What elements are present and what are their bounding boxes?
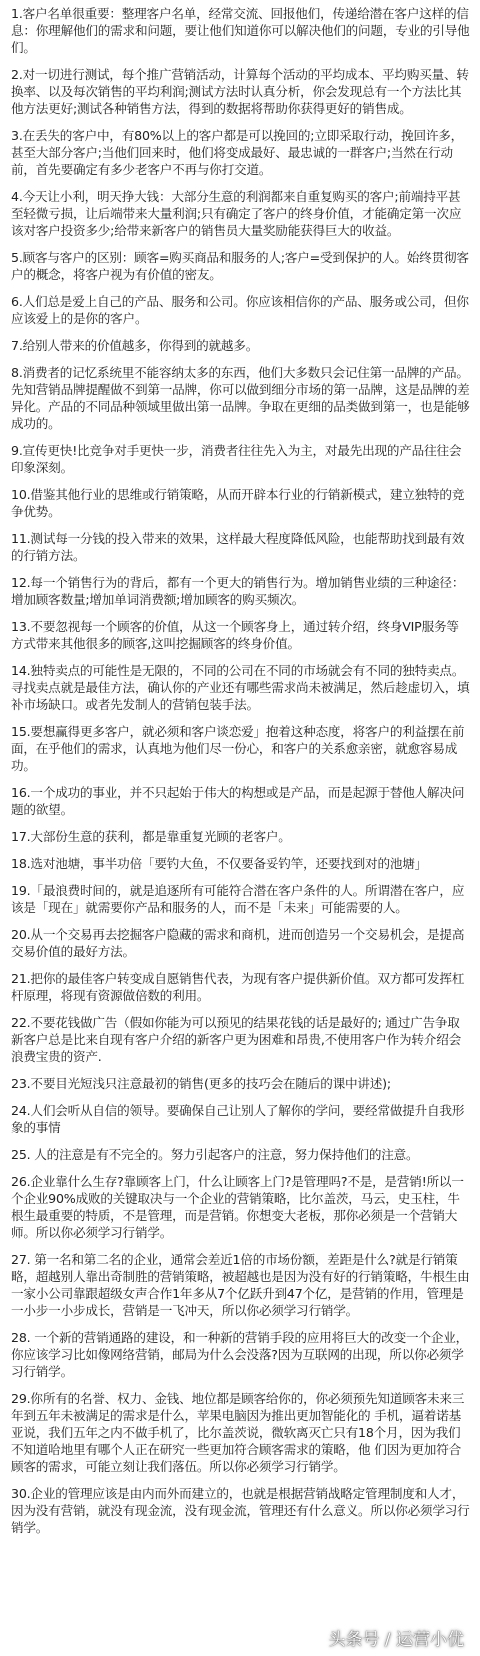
list-item: 21.把你的最佳客户转变成自愿销售代表，为现有客户提供新价值。双方都可发挥杠杆原理，将现有资源做倍数的利用。 xyxy=(11,971,465,1003)
list-item: 7.给别人带来的价值越多，你得到的就越多。 xyxy=(11,338,259,353)
list-item: 29.你所有的名誉、权力、金钱、地位都是顾客给你的，你必须预先知道顾客未来三年到五年未被满足的需求是什么，苹果电脑因为推出更加智能化的 手机，逼着诺基亚说，我们五年之内不做手机了，比尔盖茨说，微软离灭亡只有18个月，因为我们不知道哈地里有哪个人正在研究一些更加符合顾客需求的策略，他 们因为更加符合顾客的需求，可能立刻让我们落伍。所以你必须学习行销学。 xyxy=(11,1391,465,1474)
list-item: 17.大部份生意的获利，都是靠重复光顾的老客户。 xyxy=(11,829,291,844)
list-item: 30.企业的管理应该是由内而外而建立的，也就是根据营销战略定管理制度和人才，因为没有营销，就没有现金流，没有现金流，管理还有什么意义。所以你必须学习行销学。 xyxy=(11,1486,470,1535)
list-item: 8.消费者的记忆系统里不能容纳太多的东西，他们大多数只会记住第一品牌的产品。先知营销品牌提醒做不到第一品牌，你可以做到细分市场的第一品牌，这是品牌的差异化。产品的不同品种领域里做出第一品牌。争取在更细的品类做到第一，也是能够成功的。 xyxy=(11,365,470,431)
list-item: 16.一个成功的事业，并不只起始于伟大的构想或是产品，而是起源于替他人解决问题的欲望。 xyxy=(11,785,465,817)
list-item: 24.人们会听从自信的领导。要确保自己让别人了解你的学问，要经常做提升自我形象的事情 xyxy=(11,1103,465,1135)
list-item: 26.企业靠什么生存?靠顾客上门，什么让顾客上门?是管理吗?不是，是营销!所以一个企业90%成败的关键取决与一个企业的营销策略，比尔盖茨，马云，史玉柱，牛根生最重要的特质，不是管理，而是营销。你想变大老板，那你必须是一个营销大师。所以你必须学习行销学。 xyxy=(11,1174,464,1240)
list-item: 23.不要目光短浅只注意最初的销售(更多的技巧会在随后的课中讲述); xyxy=(11,1076,391,1091)
list-item: 20.从一个交易再去挖掘客户隐藏的需求和商机，进而创造另一个交易机会，是提高交易价值的最好方法。 xyxy=(11,927,465,959)
list-item: 12.每一个销售行为的背后，都有一个更大的销售行为。增加销售业绩的三种途径：增加顾客数量;增加单词消费额;增加顾客的购买频次。 xyxy=(11,575,465,607)
list-item: 18.选对池塘，事半功倍「要钓大鱼，不仅要备妥钓竿，还要找到对的池塘」 xyxy=(11,856,428,871)
list-item: 19.「最浪费时间的，就是追逐所有可能符合潜在客户条件的人。所谓潜在客户，应该是「现在」就需要你产品和服务的人，而不是「未来」可能需要的人。 xyxy=(11,883,465,915)
list-item: 1.客户名单很重要：整理客户名单，经常交流、回报他们，传递给潜在客户这样的信息：你理解他们的需求和问题，要让他们知道你可以解决他们的问题，专业的引导他们。 xyxy=(11,6,470,55)
list-item: 10.借鉴其他行业的思维或行销策略，从而开辟本行业的行销新模式，建立独特的竞争优势。 xyxy=(11,487,465,519)
list-item: 9.宣传更快!比竞争对手更快一步，消费者往往先入为主，对最先出现的产品往往会印象深刻。 xyxy=(11,443,462,475)
list-item: 5.顾客与客户的区别：顾客=购买商品和服务的人;客户=受到保护的人。始终贯彻客户的概念，将客户视为有价值的密友。 xyxy=(11,250,469,282)
list-item: 25. 人的注意是有不完全的。努力引起客户的注意，努力保持他们的注意。 xyxy=(11,1147,419,1162)
list-item: 3.在丢失的客户中，有80%以上的客户都是可以挽回的;立即采取行动，挽回许多，甚至大部分客户;当他们回来时，他们将变成最好、最忠诚的一群客户;当然在行动前，首先要确定有多少老客户不再与你打交道。 xyxy=(11,128,464,177)
list-item: 2.对一切进行测试，每个推广营销活动，计算每个活动的平均成本、平均购买量、转换率、以及每次销售的平均利润;测试方法时认真分析，你会发现总有一个方法比其他方法更好;测试各种销售方法，得到的数据将帮助你获得更好的销售成。 xyxy=(11,67,469,116)
list-item: 6.人们总是爱上自己的产品、服务和公司。你应该相信你的产品、服务或公司，但你应该爱上的是你的客户。 xyxy=(11,294,469,326)
list-item: 13.不要忽视每一个顾客的价值，从这一个顾客身上，通过转介绍，终身VIP服务等方式带来其他很多的顾客,这叫挖掘顾客的终身价值。 xyxy=(11,619,459,651)
list-item: 4.今天让小利，明天挣大钱：大部分生意的利润都来自重复购买的客户;前端持平甚至轻微亏损，让后端带来大量利润;只有确定了客户的终身价值，才能确定第一次应该对客户投资多少;给带来新客户的销售员大量奖励能获得巨大的收益。 xyxy=(11,189,462,238)
list-item: 11.测试每一分钱的投入带来的效果，这样最大程度降低风险，也能帮助找到最有效的行销方法。 xyxy=(11,531,465,563)
list-item: 27. 第一名和第二名的企业，通常会差近1倍的市场份额，差距是什么?就是行销策略，超越别人靠出奇制胜的营销策略，被超越也是因为没有好的行销策略，牛根生由 一家小公司靠跟超级女声合作1年多从7个亿跃升到47个亿，是营销的作用，管理是一小步一小步成长，营销是一飞冲天，所以你必须学习行销学。 xyxy=(11,1252,470,1318)
list-item: 22.不要花钱做广告（假如你能为可以预见的结果花钱的话是最好的; 通过广告争取新客户总是比来自现有客户介绍的新客户更为困难和昂贵,不使用客户作为转介绍会浪费宝贵的资产. xyxy=(11,1015,461,1064)
list-item: 15.要想赢得更多客户，就必须和客户谈恋爱」抱着这种态度，将客户的利益摆在前面，在乎他们的需求，认真地为他们尽一份心，和客户的关系愈亲密，就愈容易成功。 xyxy=(11,724,465,773)
list-item: 14.独特卖点的可能性是无限的，不同的公司在不同的市场就会有不同的独特卖点。寻找卖点就是最佳方法，确认你的产业还有哪些需求尚未被满足，然后趁虚切入，填补市场缺口。或者先发制人的营销包装手法。 xyxy=(11,663,470,712)
list-item: 28. 一个新的营销通路的建设，和一种新的营销手段的应用将巨大的改变一个企业，你应该学习比如像网络营销，邮局为什么会没落?因为互联网的出现，所以你必须学习行销学。 xyxy=(11,1330,469,1379)
watermark-text: 头条号 / 运营小优 xyxy=(328,1630,464,1650)
